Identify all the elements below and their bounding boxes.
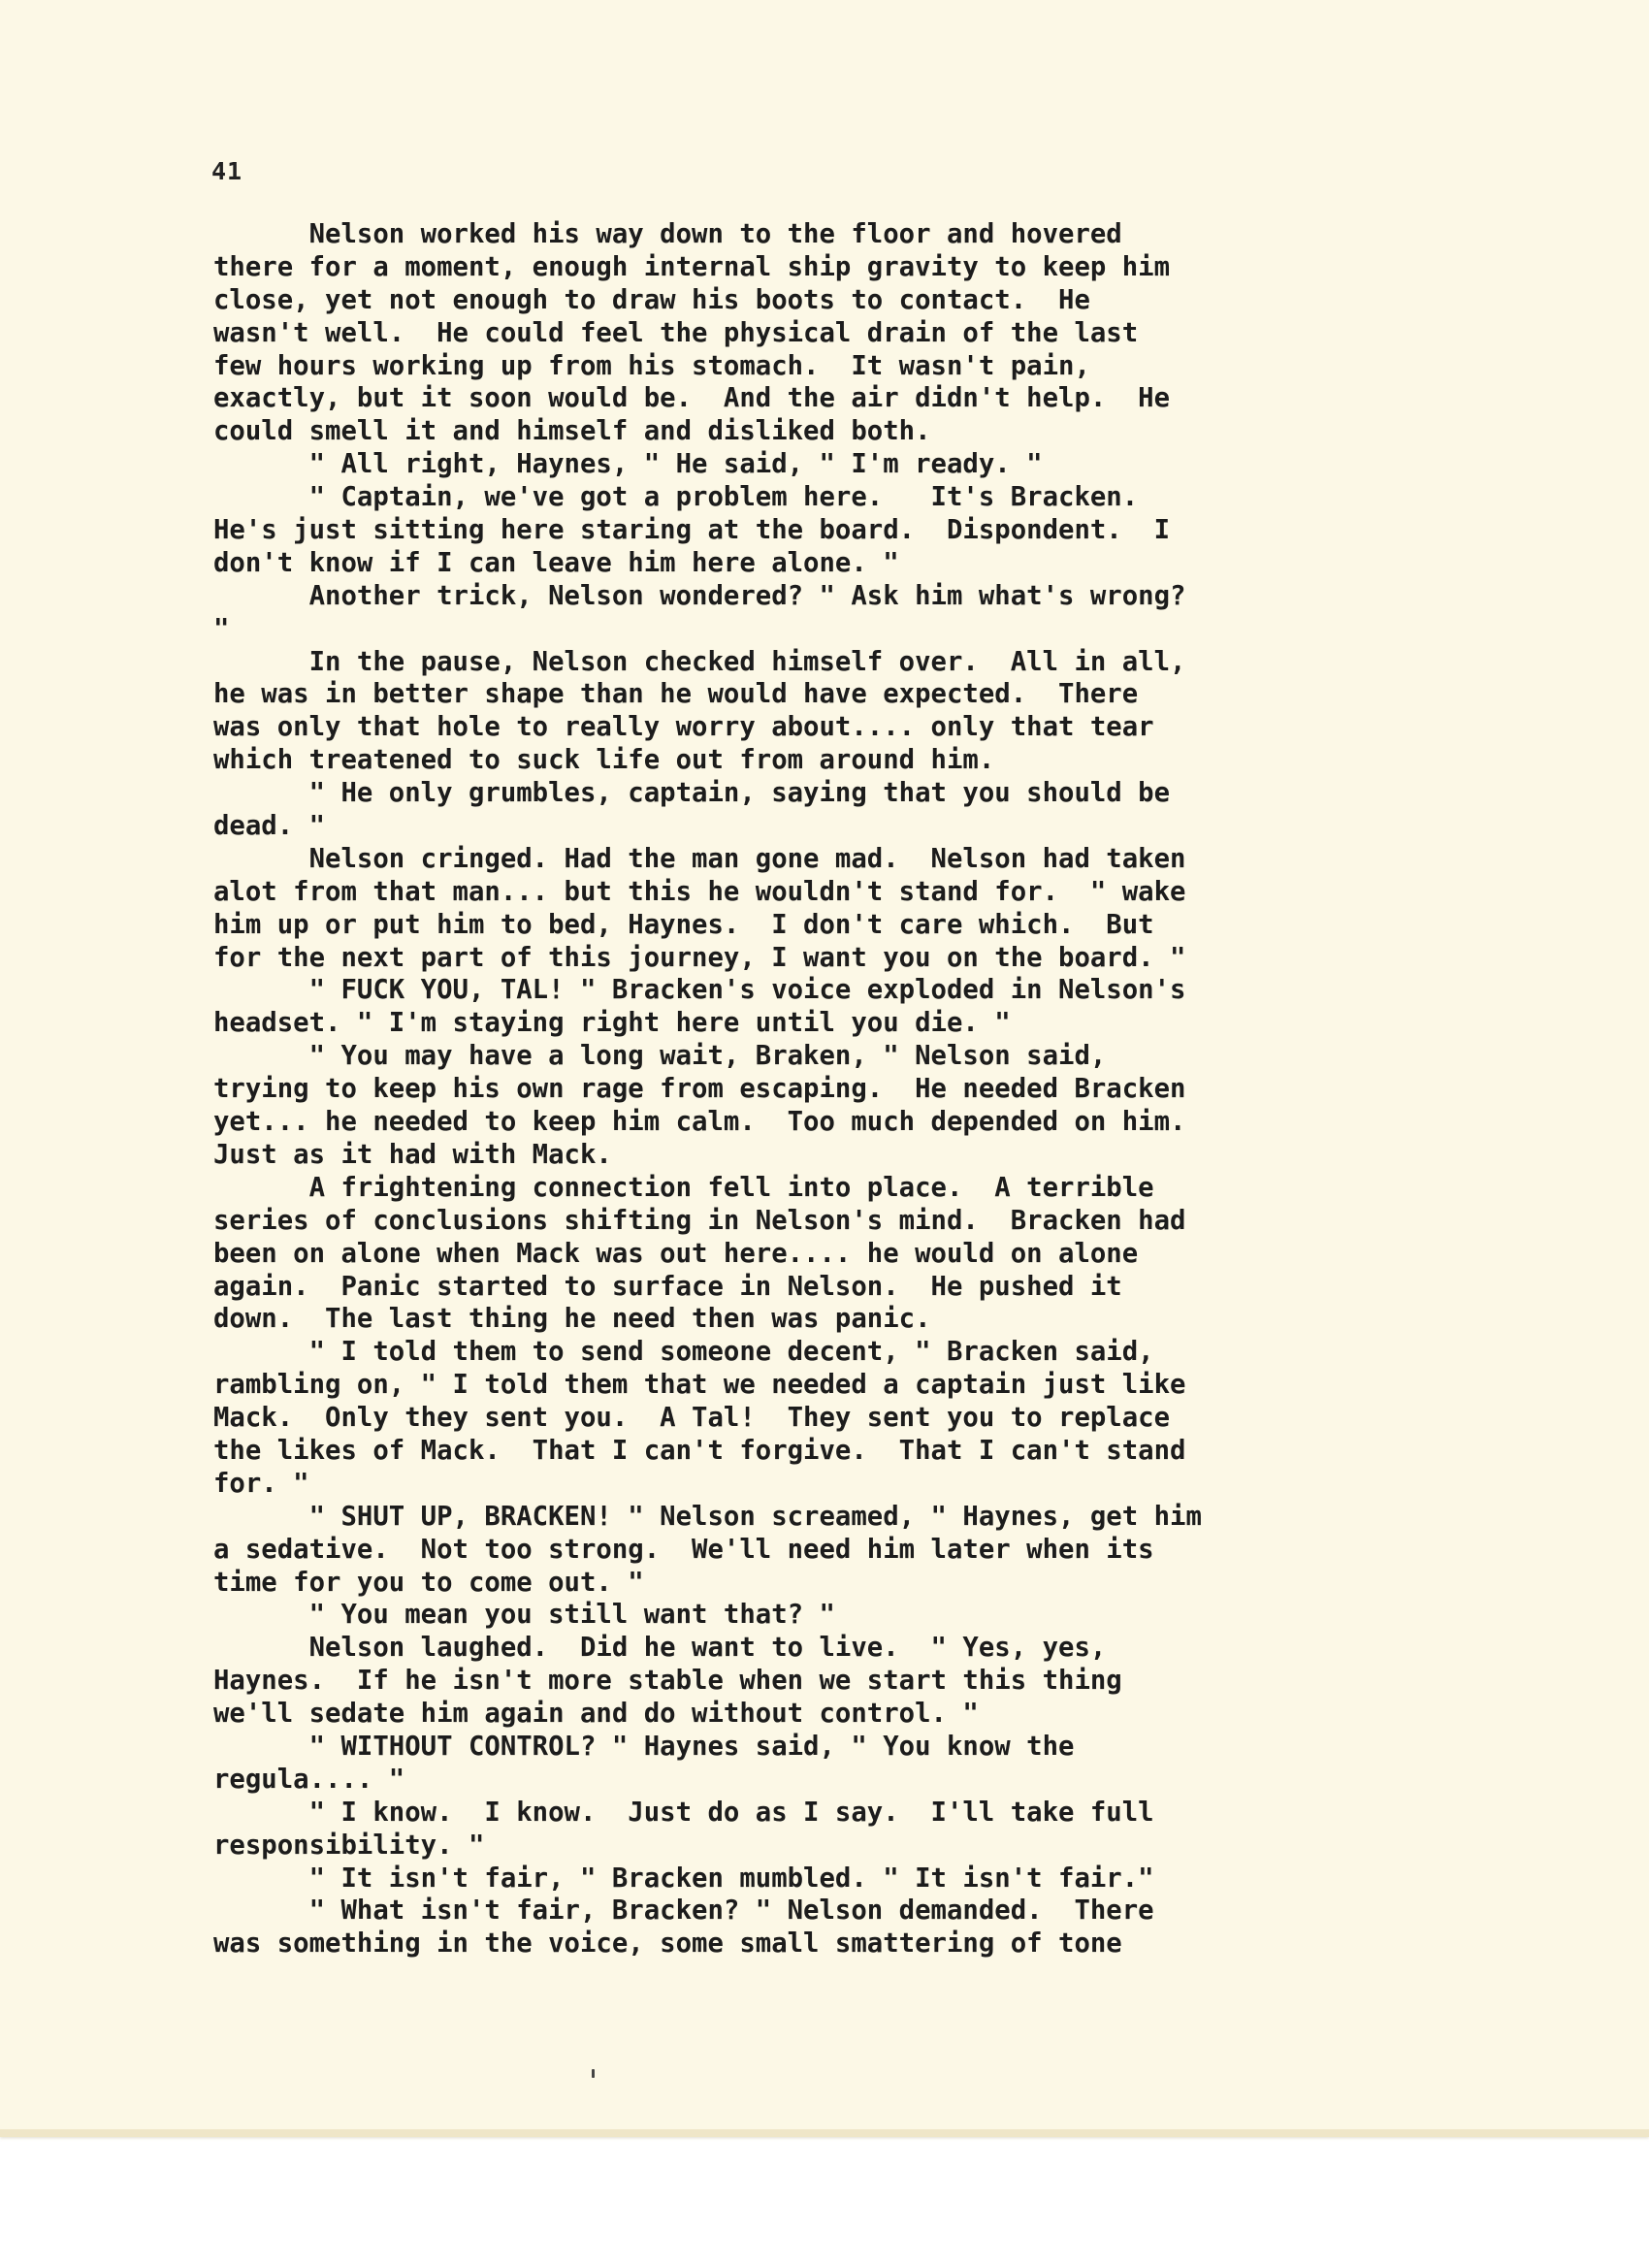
manuscript-text	[213, 218, 1426, 1960]
text-line: there for a moment, enough internal ship gravity to keep him	[213, 251, 1171, 282]
text-line: " What isn't fair, Bracken? " Nelson demanded. There	[213, 1895, 1154, 1927]
text-line: " You mean you still want that? "	[213, 1600, 835, 1631]
text-line: close, yet not enough to draw his boots to contact. He	[213, 284, 1090, 315]
text-line: series of conclusions shifting in Nelson's mind. Bracken had	[213, 1205, 1186, 1236]
text-line: exactly, but it soon would be. And the air didn't help. He	[213, 383, 1171, 414]
text-line: was only that hole to really worry about.... only that tear	[213, 712, 1154, 743]
text-line: " You may have a long wait, Braken, " Nelson said,	[213, 1041, 1107, 1072]
text-line: Nelson worked his way down to the floor and hovered	[213, 219, 1122, 249]
text-line: we'll sedate him again and do without control. "	[213, 1699, 979, 1730]
text-line: " Captain, we've got a problem here. It's Bracken.	[213, 482, 1139, 513]
text-line: for. "	[213, 1468, 309, 1499]
text-line: " FUCK YOU, TAL! " Bracken's voice exploded in Nelson's	[213, 975, 1186, 1006]
text-line: time for you to come out. "	[213, 1567, 644, 1598]
text-line: " All right, Haynes, " He said, " I'm ready. "	[213, 449, 1043, 480]
text-line: " I told them to send someone decent, " Bracken said,	[213, 1337, 1154, 1368]
text-line: "	[213, 613, 230, 644]
text-line: Haynes. If he isn't more stable when we start this thing	[213, 1666, 1122, 1697]
ink-speck	[592, 2069, 595, 2078]
text-line: Nelson laughed. Did he want to live. " Yes, yes,	[213, 1633, 1107, 1664]
text-line: alot from that man... but this he wouldn't stand for. " wake	[213, 876, 1186, 907]
text-line: " WITHOUT CONTROL? " Haynes said, " You know the	[213, 1731, 1075, 1762]
text-line: Nelson cringed. Had the man gone mad. Nelson had taken	[213, 843, 1186, 874]
text-line: wasn't well. He could feel the physical drain of the last	[213, 317, 1139, 348]
text-line: Just as it had with Mack.	[213, 1139, 612, 1170]
text-line: responsibility. "	[213, 1830, 485, 1861]
text-line: He's just sitting here staring at the board. Dispondent. I	[213, 515, 1171, 546]
text-line: the likes of Mack. That I can't forgive. That I can't stand	[213, 1435, 1186, 1466]
text-line: don't know if I can leave him here alone. "	[213, 547, 899, 578]
text-line: yet... he needed to keep him calm. Too much depended on him.	[213, 1107, 1186, 1138]
text-line: " I know. I know. Just do as I say. I'll take full	[213, 1797, 1154, 1828]
text-line: dead. "	[213, 811, 326, 842]
text-line: a sedative. Not too strong. We'll need him later when its	[213, 1534, 1154, 1565]
text-line: few hours working up from his stomach. It wasn't pain,	[213, 350, 1090, 381]
text-line: which treatened to suck life out from around him.	[213, 745, 995, 776]
text-line: him up or put him to bed, Haynes. I don't care which. But	[213, 909, 1154, 940]
text-line: A frightening connection fell into place. A terrible	[213, 1172, 1154, 1203]
text-line: was something in the voice, some small smattering of tone	[213, 1928, 1122, 1960]
text-line: he was in better shape than he would have expected. There	[213, 679, 1139, 710]
text-line: could smell it and himself and disliked both.	[213, 416, 931, 447]
text-line: In the pause, Nelson checked himself over. All in all,	[213, 646, 1186, 677]
text-line: regula.... "	[213, 1764, 405, 1795]
page-number: 41	[211, 157, 243, 185]
text-line: rambling on, " I told them that we needed a captain just like	[213, 1370, 1186, 1401]
text-line: again. Panic started to surface in Nelson. He pushed it	[213, 1271, 1122, 1302]
text-line: trying to keep his own rage from escaping. He needed Bracken	[213, 1074, 1186, 1105]
text-line: headset. " I'm staying right here until you die. "	[213, 1008, 1011, 1039]
text-line: Another trick, Nelson wondered? " Ask him what's wrong?	[213, 580, 1186, 611]
text-line: " He only grumbles, captain, saying that you should be	[213, 778, 1171, 809]
text-line: been on alone when Mack was out here.... he would on alone	[213, 1238, 1139, 1269]
text-line: down. The last thing he need then was panic.	[213, 1304, 931, 1335]
text-line: Mack. Only they sent you. A Tal! They sent you to replace	[213, 1403, 1171, 1434]
text-line: " It isn't fair, " Bracken mumbled. " It isn't fair."	[213, 1863, 1154, 1894]
paper-bottom-edge	[0, 2129, 1649, 2137]
text-line: for the next part of this journey, I want you on the board. "	[213, 942, 1186, 973]
text-line: " SHUT UP, BRACKEN! " Nelson screamed, " Haynes, get him	[213, 1501, 1202, 1532]
